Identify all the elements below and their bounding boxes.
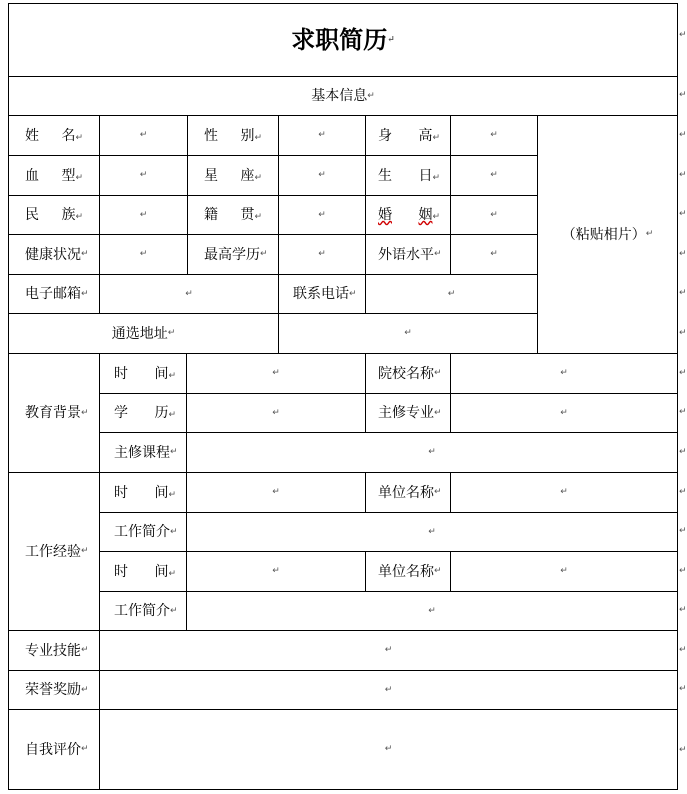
row-end-mark: ↵ [679, 368, 687, 378]
input-address[interactable] [279, 314, 537, 353]
label-work-time2-char1: 时 [114, 563, 128, 580]
row-end-mark: ↵ [679, 288, 687, 298]
paragraph-mark: ↵ [560, 487, 568, 497]
paragraph-mark: ↵ [139, 130, 148, 140]
paragraph-mark: ↵ [167, 328, 176, 338]
paragraph-mark: ↵ [318, 130, 326, 140]
row-end-mark: ↵ [679, 249, 687, 259]
paragraph-mark: ↵ [434, 566, 442, 576]
label-ethnic-char1: 民 [25, 207, 39, 223]
label-address-text: 通选地址 [111, 325, 168, 342]
input-degree[interactable] [187, 394, 365, 432]
input-zodiac[interactable] [279, 156, 365, 195]
label-degree-char2: 历 [154, 405, 169, 421]
input-courses[interactable] [187, 433, 677, 472]
paragraph-mark: ↵ [349, 288, 357, 299]
section-honors-label [9, 671, 99, 709]
section-honors-text: 荣誉奖励 [25, 682, 81, 698]
paragraph-mark: ↵ [387, 34, 395, 45]
photo-placeholder[interactable] [538, 116, 677, 353]
label-gender-char2: 别 [240, 127, 255, 144]
input-skills[interactable] [100, 631, 677, 670]
label-origin-char2: 贯 [240, 207, 255, 223]
input-email[interactable] [100, 275, 278, 313]
label-email [9, 275, 99, 313]
paragraph-mark: ↵ [404, 328, 412, 338]
label-phone [279, 275, 365, 313]
paragraph-mark: ↵ [434, 487, 442, 497]
row-end-mark: ↵ [679, 90, 687, 100]
input-work-time-2[interactable] [187, 552, 365, 591]
label-major [366, 394, 450, 432]
label-work-time-char1: 时 [114, 484, 128, 501]
paragraph-mark: ↵ [432, 132, 440, 143]
paragraph-mark: ↵ [318, 170, 326, 180]
paragraph-mark: ↵ [490, 209, 498, 220]
row-end-mark: ↵ [679, 645, 687, 655]
paragraph-mark: ↵ [139, 249, 148, 259]
input-work-summary[interactable] [187, 513, 677, 551]
row-end-mark: ↵ [679, 745, 687, 755]
row-end-mark: ↵ [679, 447, 687, 457]
label-work-time [100, 473, 186, 512]
label-major-text: 主修专业 [378, 405, 434, 421]
label-name-char2: 名 [61, 127, 76, 144]
section-basic-header [9, 77, 677, 115]
resume-title [9, 4, 677, 76]
section-work-label [9, 473, 99, 630]
paragraph-mark: ↵ [447, 288, 456, 299]
label-company [366, 473, 450, 512]
row-end-mark: ↵ [679, 130, 687, 140]
paragraph-mark: ↵ [185, 288, 193, 299]
input-major[interactable] [451, 394, 677, 432]
paragraph-mark: ↵ [272, 487, 280, 497]
label-work-summary [100, 513, 186, 551]
paragraph-mark: ↵ [367, 90, 375, 101]
label-courses [100, 433, 186, 472]
paragraph-mark: ↵ [81, 645, 89, 655]
paragraph-mark: ↵ [490, 130, 498, 140]
paragraph-mark: ↵ [81, 407, 89, 418]
paragraph-mark: ↵ [81, 684, 89, 695]
row-end-mark: ↵ [679, 407, 687, 417]
label-birthday-char2: 日 [418, 167, 433, 184]
label-work-summary-text: 工作简介 [114, 524, 170, 540]
input-birthday[interactable] [451, 156, 537, 195]
paragraph-mark: ↵ [384, 684, 393, 695]
section-self-eval-label [9, 710, 99, 789]
section-self-eval-text: 自我评价 [25, 741, 81, 758]
label-blood-type [9, 156, 99, 195]
label-ethnicity [9, 196, 99, 234]
label-gender [188, 116, 278, 155]
label-marriage-char1: 婚 [378, 207, 392, 223]
label-gender-char1: 性 [204, 127, 218, 144]
paragraph-mark: ↵ [428, 447, 436, 457]
label-blood-char2: 型 [61, 167, 76, 184]
paragraph-mark: ↵ [490, 170, 498, 180]
row-end-mark: ↵ [679, 566, 687, 576]
input-gender[interactable] [279, 116, 365, 155]
input-school[interactable] [451, 354, 677, 393]
paragraph-mark: ↵ [168, 568, 176, 579]
paragraph-mark: ↵ [645, 229, 654, 239]
label-height-char1: 身 [378, 127, 392, 144]
input-edu-time[interactable] [187, 354, 365, 393]
title-text: 求职简历 [291, 25, 388, 54]
paragraph-mark: ↵ [254, 212, 262, 222]
section-skills-text: 专业技能 [25, 642, 81, 659]
label-zodiac-char1: 星 [204, 167, 218, 184]
label-school-text: 院校名称 [378, 365, 434, 382]
row-end-mark: ↵ [679, 328, 687, 338]
input-education-level[interactable] [279, 235, 365, 274]
label-work-summary-2 [100, 592, 186, 630]
paragraph-mark: ↵ [75, 132, 83, 143]
paragraph-mark: ↵ [428, 526, 436, 537]
label-edu-time-char2: 间 [154, 365, 169, 382]
section-basic-label: 基本信息 [311, 88, 368, 104]
label-school [366, 354, 450, 393]
paragraph-mark: ↵ [384, 645, 393, 655]
label-work-time-char2: 间 [154, 484, 169, 501]
label-height-char2: 高 [418, 127, 433, 144]
label-blood-char1: 血 [25, 167, 39, 184]
paragraph-mark: ↵ [434, 249, 442, 259]
paragraph-mark: ↵ [384, 744, 393, 754]
paragraph-mark: ↵ [81, 744, 89, 754]
paragraph-mark: ↵ [81, 288, 89, 299]
paragraph-mark: ↵ [170, 447, 178, 457]
label-origin [188, 196, 278, 234]
label-company-text: 单位名称 [378, 484, 434, 501]
paragraph-mark: ↵ [318, 209, 326, 220]
paragraph-mark: ↵ [168, 370, 176, 381]
paragraph-mark: ↵ [434, 368, 442, 378]
label-degree-char1: 学 [114, 405, 128, 421]
label-name [9, 116, 99, 155]
paragraph-mark: ↵ [260, 249, 268, 259]
section-education-text: 教育背景 [25, 405, 81, 421]
paragraph-mark: ↵ [170, 526, 178, 537]
input-self-eval[interactable] [100, 710, 677, 789]
paragraph-mark: ↵ [432, 172, 440, 183]
section-skills-label [9, 631, 99, 670]
label-height [366, 116, 450, 155]
label-name-char1: 姓 [25, 127, 39, 144]
input-honors[interactable] [100, 671, 677, 709]
input-phone[interactable] [366, 275, 537, 313]
section-education-label [9, 354, 99, 472]
input-origin[interactable] [279, 196, 365, 234]
row-end-mark: ↵ [679, 30, 687, 40]
input-name[interactable] [100, 116, 187, 155]
label-company2-text: 单位名称 [378, 563, 434, 580]
paragraph-mark: ↵ [139, 209, 148, 220]
paragraph-mark: ↵ [75, 172, 83, 183]
paragraph-mark: ↵ [434, 407, 442, 418]
paragraph-mark: ↵ [81, 249, 89, 259]
label-work-time-2 [100, 552, 186, 591]
label-health-text: 健康状况 [25, 246, 81, 263]
row-end-mark: ↵ [679, 684, 687, 694]
label-education-level [188, 235, 278, 274]
label-edu-time [100, 354, 186, 393]
label-language [366, 235, 450, 274]
photo-label: （粘贴相片） [561, 226, 646, 243]
paragraph-mark: ↵ [254, 132, 262, 143]
label-birthday-char1: 生 [378, 167, 392, 184]
paragraph-mark: ↵ [272, 368, 280, 378]
paragraph-mark: ↵ [560, 566, 568, 576]
row-end-mark: ↵ [679, 605, 687, 615]
paragraph-mark: ↵ [432, 212, 440, 222]
label-health [9, 235, 99, 274]
section-work-text: 工作经验 [25, 543, 81, 560]
input-company-2[interactable] [451, 552, 677, 591]
label-email-text: 电子邮箱 [25, 286, 81, 302]
input-work-time[interactable] [187, 473, 365, 512]
input-marital-status[interactable] [451, 196, 537, 234]
label-zodiac-char2: 座 [240, 167, 255, 184]
paragraph-mark: ↵ [272, 566, 280, 576]
label-address [9, 314, 278, 353]
label-company-2 [366, 552, 450, 591]
label-marriage-char2: 姻 [418, 207, 433, 223]
paragraph-mark: ↵ [272, 407, 280, 418]
paragraph-mark: ↵ [168, 489, 176, 500]
label-origin-char1: 籍 [204, 207, 218, 223]
paragraph-mark: ↵ [81, 546, 89, 556]
label-edu-time-char1: 时 [114, 365, 128, 382]
paragraph-mark: ↵ [490, 249, 498, 259]
paragraph-mark: ↵ [139, 170, 148, 180]
paragraph-mark: ↵ [428, 605, 436, 616]
input-language[interactable] [451, 235, 537, 274]
label-ethnic-char2: 族 [61, 207, 76, 223]
label-degree [100, 394, 186, 432]
input-blood-type[interactable] [100, 156, 187, 195]
label-courses-text: 主修课程 [114, 444, 170, 461]
label-work-time2-char2: 间 [154, 563, 169, 580]
input-company[interactable] [451, 473, 677, 512]
paragraph-mark: ↵ [168, 410, 176, 420]
row-end-mark: ↵ [679, 487, 687, 497]
paragraph-mark: ↵ [560, 368, 568, 378]
paragraph-mark: ↵ [170, 605, 178, 616]
paragraph-mark: ↵ [318, 249, 326, 259]
label-work-summary2-text: 工作简介 [114, 603, 170, 619]
input-work-summary-2[interactable] [187, 592, 677, 630]
input-height[interactable] [451, 116, 537, 155]
input-ethnicity[interactable] [100, 196, 187, 234]
label-language-text: 外语水平 [378, 246, 434, 263]
label-phone-text: 联系电话 [293, 286, 349, 302]
label-marital-status [366, 196, 450, 234]
row-end-mark: ↵ [679, 170, 687, 180]
label-birthday [366, 156, 450, 195]
paragraph-mark: ↵ [75, 212, 83, 222]
label-zodiac [188, 156, 278, 195]
row-end-mark: ↵ [679, 209, 687, 219]
label-education-level-text: 最高学历 [204, 246, 260, 263]
paragraph-mark: ↵ [254, 172, 262, 183]
row-end-mark: ↵ [679, 526, 687, 536]
input-health[interactable] [100, 235, 187, 274]
paragraph-mark: ↵ [560, 407, 568, 418]
